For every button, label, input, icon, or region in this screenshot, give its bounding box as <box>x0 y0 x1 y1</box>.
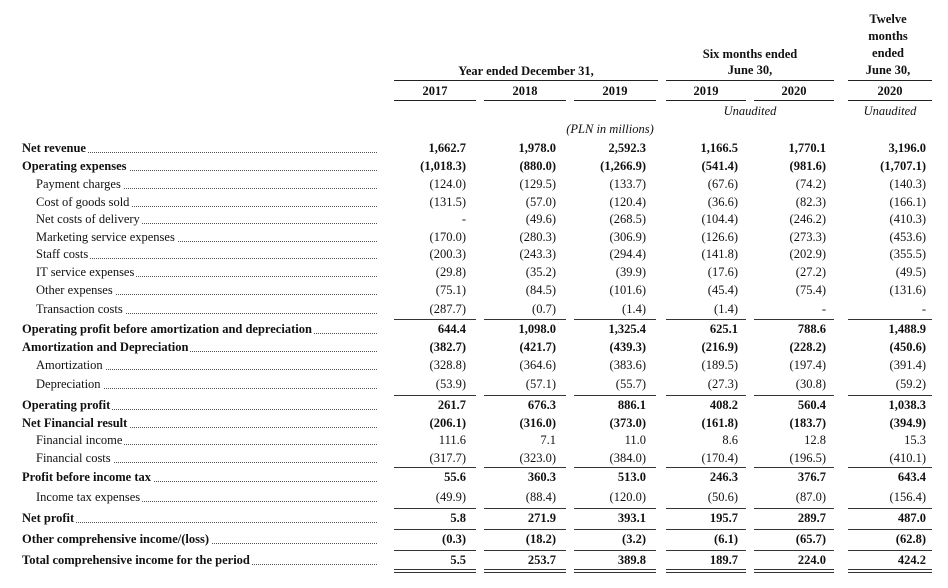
table-cell: (65.7) <box>795 532 826 546</box>
table-row <box>0 245 948 263</box>
row-label <box>36 375 377 393</box>
unaudited-twelve-months: Unaudited <box>863 104 917 118</box>
table-cell: (6.1) <box>714 532 738 546</box>
subtotal-rule <box>666 395 746 396</box>
table-cell: 1,038.3 <box>888 398 926 412</box>
table-cell: 408.2 <box>709 398 738 412</box>
column-header-2019: 2019 <box>602 84 628 98</box>
table-cell: - <box>821 302 826 316</box>
table-cell: 261.7 <box>437 398 466 412</box>
table-cell: (29.8) <box>435 265 466 279</box>
header-twelve-line1: Twelve <box>869 12 907 26</box>
row-label <box>36 449 377 467</box>
subtotal-rule <box>574 395 656 396</box>
table-cell: 625.1 <box>709 322 738 336</box>
table-cell: (383.6) <box>609 358 646 372</box>
row-label <box>22 320 377 338</box>
table-cell: 676.3 <box>527 398 556 412</box>
table-cell: (328.8) <box>429 358 466 372</box>
table-cell: (53.9) <box>435 377 466 391</box>
row-label-text: Cost of goods sold <box>36 195 130 209</box>
row-label-text: Staff costs <box>36 247 89 261</box>
table-row <box>0 281 948 299</box>
table-cell: (541.4) <box>701 159 738 173</box>
row-label-text: Marketing service expenses <box>36 230 175 244</box>
table-row <box>0 210 948 228</box>
table-cell: 12.8 <box>804 433 826 447</box>
row-label-text: Income tax expenses <box>36 490 141 504</box>
table-cell: 55.6 <box>444 470 466 484</box>
subtotal-rule <box>754 529 834 530</box>
row-label-text: Total comprehensive income for the period <box>22 553 250 567</box>
table-row <box>0 157 948 175</box>
table-cell: (243.3) <box>519 247 556 261</box>
subtotal-rule <box>754 467 834 468</box>
table-cell: (82.3) <box>795 195 826 209</box>
table-row <box>0 468 948 486</box>
table-cell: (36.6) <box>707 195 738 209</box>
table-cell: (268.5) <box>609 212 646 226</box>
subtotal-rule <box>848 550 932 551</box>
table-cell: (170.4) <box>701 451 738 465</box>
subtotal-rule <box>848 395 932 396</box>
table-cell: (453.6) <box>889 230 926 244</box>
table-cell: (0.7) <box>532 302 556 316</box>
table-cell: (166.1) <box>889 195 926 209</box>
column-header-2020-ltm: 2020 <box>877 84 903 98</box>
subtotal-rule <box>574 529 656 530</box>
row-label-text: Other comprehensive income/(loss) <box>22 532 210 546</box>
table-cell: 1,770.1 <box>788 141 826 155</box>
table-cell: (131.6) <box>889 283 926 297</box>
row-label <box>22 468 377 486</box>
row-label <box>22 530 377 548</box>
row-label-text: Amortization <box>36 358 103 372</box>
table-cell: (206.1) <box>429 416 466 430</box>
row-label-text: Profit before income tax <box>22 470 152 484</box>
subtotal-rule <box>484 529 566 530</box>
table-row <box>0 509 948 527</box>
subtotal-rule <box>754 319 834 320</box>
table-cell: (30.8) <box>795 377 826 391</box>
table-row <box>0 139 948 157</box>
table-cell: (880.0) <box>519 159 556 173</box>
table-cell: (120.0) <box>609 490 646 504</box>
table-cell: (228.2) <box>789 340 826 354</box>
table-cell: 289.7 <box>797 511 826 525</box>
subtotal-rule <box>484 467 566 468</box>
subtotal-rule <box>754 508 834 509</box>
table-cell: (74.2) <box>795 177 826 191</box>
table-cell: (1.4) <box>714 302 738 316</box>
table-cell: 393.1 <box>617 511 646 525</box>
row-label <box>36 175 377 193</box>
table-cell: 7.1 <box>540 433 556 447</box>
table-cell: (49.6) <box>525 212 556 226</box>
row-label-text: Amortization and Depreciation <box>22 340 189 354</box>
table-cell: (50.6) <box>707 490 738 504</box>
table-row <box>0 193 948 211</box>
table-cell: 15.3 <box>904 433 926 447</box>
row-label <box>36 431 377 449</box>
subtotal-rule <box>574 467 656 468</box>
table-cell: 253.7 <box>527 553 556 567</box>
table-cell: - <box>461 212 466 226</box>
subtotal-rule <box>484 319 566 320</box>
table-cell: (126.6) <box>701 230 738 244</box>
table-cell: (161.8) <box>701 416 738 430</box>
subtotal-rule <box>484 550 566 551</box>
table-cell: (62.8) <box>895 532 926 546</box>
table-row <box>0 551 948 569</box>
row-label <box>22 157 377 175</box>
subtotal-rule <box>574 508 656 509</box>
subtotal-rule <box>574 550 656 551</box>
table-cell: (421.7) <box>519 340 556 354</box>
table-cell: (35.2) <box>525 265 556 279</box>
table-cell: (316.0) <box>519 416 556 430</box>
table-cell: (287.7) <box>429 302 466 316</box>
table-cell: 195.7 <box>709 511 738 525</box>
table-cell: (84.5) <box>525 283 556 297</box>
header-twelve-line4: June 30, <box>865 63 911 77</box>
table-cell: 111.6 <box>438 433 466 447</box>
table-cell: (355.5) <box>889 247 926 261</box>
table-cell: (410.3) <box>889 212 926 226</box>
table-row <box>0 396 948 414</box>
table-cell: 2,592.3 <box>608 141 646 155</box>
table-cell: (39.9) <box>615 265 646 279</box>
table-cell: (75.1) <box>435 283 466 297</box>
subtotal-rule <box>848 529 932 530</box>
table-cell: 1,166.5 <box>700 141 738 155</box>
subtotal-rule <box>394 529 476 530</box>
table-cell: (216.9) <box>701 340 738 354</box>
table-cell: (87.0) <box>795 490 826 504</box>
table-cell: 1,098.0 <box>518 322 556 336</box>
table-cell: 246.3 <box>709 470 738 484</box>
row-label <box>36 228 377 246</box>
table-cell: (450.6) <box>889 340 926 354</box>
table-cell: 376.7 <box>797 470 826 484</box>
header-year-group: Year ended December 31, <box>458 64 594 78</box>
table-cell: 360.3 <box>527 470 556 484</box>
row-label <box>22 338 377 356</box>
table-cell: 389.8 <box>617 553 646 567</box>
subtotal-rule <box>848 467 932 468</box>
total-double-rule <box>484 569 566 573</box>
table-row <box>0 449 948 467</box>
row-label <box>36 300 377 318</box>
row-label <box>36 263 377 281</box>
subtotal-rule <box>848 508 932 509</box>
subtotal-rule <box>394 395 476 396</box>
row-label <box>22 551 377 569</box>
table-cell: (57.1) <box>525 377 556 391</box>
row-label <box>22 509 377 527</box>
table-cell: (3.2) <box>622 532 646 546</box>
table-cell: (124.0) <box>429 177 466 191</box>
row-label-text: Operating profit <box>22 398 111 412</box>
table-cell: (323.0) <box>519 451 556 465</box>
table-cell: (197.4) <box>789 358 826 372</box>
table-cell: (104.4) <box>701 212 738 226</box>
table-cell: (141.8) <box>701 247 738 261</box>
table-row <box>0 414 948 432</box>
table-cell: 1,488.9 <box>888 322 926 336</box>
table-cell: (75.4) <box>795 283 826 297</box>
table-row <box>0 175 948 193</box>
table-row <box>0 228 948 246</box>
subtotal-rule <box>754 395 834 396</box>
table-cell: (294.4) <box>609 247 646 261</box>
table-cell: (273.3) <box>789 230 826 244</box>
table-cell: (49.9) <box>435 490 466 504</box>
table-cell: (133.7) <box>609 177 646 191</box>
table-cell: 788.6 <box>797 322 826 336</box>
table-cell: (120.4) <box>609 195 646 209</box>
table-cell: (0.3) <box>442 532 466 546</box>
table-cell: (129.5) <box>519 177 556 191</box>
row-label-text: IT service expenses <box>36 265 135 279</box>
table-row <box>0 320 948 338</box>
row-label <box>36 245 377 263</box>
subtotal-rule <box>574 319 656 320</box>
subtotal-rule <box>754 550 834 551</box>
table-cell: (88.4) <box>525 490 556 504</box>
row-label-text: Depreciation <box>36 377 101 391</box>
table-cell: (67.6) <box>707 177 738 191</box>
table-cell: (373.0) <box>609 416 646 430</box>
table-cell: (27.2) <box>795 265 826 279</box>
header-six-month-line2: June 30, <box>727 63 773 77</box>
table-cell: (1.4) <box>622 302 646 316</box>
total-double-rule <box>574 569 656 573</box>
table-cell: 886.1 <box>617 398 646 412</box>
subtotal-rule <box>666 529 746 530</box>
table-cell: 3,196.0 <box>888 141 926 155</box>
subtotal-rule <box>394 550 476 551</box>
table-cell: (439.3) <box>609 340 646 354</box>
table-cell: (382.7) <box>429 340 466 354</box>
row-label-text: Net costs of delivery <box>36 212 140 226</box>
table-row <box>0 488 948 506</box>
row-label <box>36 488 377 506</box>
table-row <box>0 375 948 393</box>
table-cell: (394.9) <box>889 416 926 430</box>
column-header-2017: 2017 <box>422 84 448 98</box>
table-cell: (196.5) <box>789 451 826 465</box>
table-cell: 424.2 <box>897 553 926 567</box>
table-cell: (1,018.3) <box>420 159 466 173</box>
table-cell: (200.3) <box>429 247 466 261</box>
subtotal-rule <box>484 508 566 509</box>
row-label-text: Other expenses <box>36 283 113 297</box>
table-cell: (410.1) <box>889 451 926 465</box>
row-label <box>22 396 377 414</box>
table-cell: (306.9) <box>609 230 646 244</box>
subtotal-rule <box>666 550 746 551</box>
table-cell: - <box>921 302 926 316</box>
table-cell: (202.9) <box>789 247 826 261</box>
row-label <box>36 193 377 211</box>
table-cell: (170.0) <box>429 230 466 244</box>
row-label-text: Operating profit before amortization and depreciation <box>22 322 312 336</box>
table-cell: (45.4) <box>707 283 738 297</box>
table-cell: (131.5) <box>429 195 466 209</box>
table-cell: 11.0 <box>624 433 646 447</box>
table-cell: (156.4) <box>889 490 926 504</box>
table-cell: (1,266.9) <box>600 159 646 173</box>
table-cell: (1,707.1) <box>880 159 926 173</box>
table-row <box>0 356 948 374</box>
subtotal-rule <box>848 319 932 320</box>
table-cell: (183.7) <box>789 416 826 430</box>
row-label-text: Operating expenses <box>22 159 127 173</box>
column-header-2018: 2018 <box>512 84 538 98</box>
table-cell: (17.6) <box>707 265 738 279</box>
row-label-text: Net revenue <box>22 141 86 155</box>
table-cell: (49.5) <box>895 265 926 279</box>
table-cell: (18.2) <box>525 532 556 546</box>
row-label-text: Payment charges <box>36 177 121 191</box>
table-row <box>0 530 948 548</box>
total-double-rule <box>666 569 746 573</box>
table-cell: (384.0) <box>609 451 646 465</box>
row-label-text: Financial costs <box>36 451 111 465</box>
subtotal-rule <box>666 467 746 468</box>
header-twelve-line3: ended <box>872 46 904 60</box>
table-cell: (59.2) <box>895 377 926 391</box>
table-cell: (57.0) <box>525 195 556 209</box>
table-row <box>0 431 948 449</box>
table-cell: 487.0 <box>897 511 926 525</box>
table-cell: 224.0 <box>797 553 826 567</box>
total-double-rule <box>848 569 932 573</box>
table-cell: 8.6 <box>722 433 738 447</box>
table-cell: 271.9 <box>527 511 556 525</box>
table-cell: 5.8 <box>450 511 466 525</box>
table-cell: (280.3) <box>519 230 556 244</box>
table-row <box>0 338 948 356</box>
row-label-text: Net profit <box>22 511 75 525</box>
unaudited-six-months: Unaudited <box>723 104 777 118</box>
units-note: (PLN in millions) <box>566 122 654 136</box>
subtotal-rule <box>394 467 476 468</box>
table-cell: 1,662.7 <box>428 141 466 155</box>
table-cell: 560.4 <box>797 398 826 412</box>
table-cell: 644.4 <box>437 322 466 336</box>
row-label <box>36 281 377 299</box>
total-double-rule <box>394 569 476 573</box>
table-cell: 643.4 <box>897 470 926 484</box>
subtotal-rule <box>666 319 746 320</box>
table-cell: 1,978.0 <box>518 141 556 155</box>
table-cell: (27.3) <box>707 377 738 391</box>
table-cell: 189.7 <box>709 553 738 567</box>
column-header-2019-h1: 2019 <box>693 84 719 98</box>
table-cell: (317.7) <box>429 451 466 465</box>
table-cell: (391.4) <box>889 358 926 372</box>
table-cell: 1,325.4 <box>608 322 646 336</box>
row-label <box>22 414 377 432</box>
subtotal-rule <box>394 508 476 509</box>
table-cell: (140.3) <box>889 177 926 191</box>
header-twelve-line2: months <box>868 29 908 43</box>
table-cell: 513.0 <box>617 470 646 484</box>
subtotal-rule <box>484 395 566 396</box>
table-cell: (981.6) <box>789 159 826 173</box>
table-cell: 5.5 <box>450 553 466 567</box>
subtotal-rule <box>394 319 476 320</box>
table-cell: (364.6) <box>519 358 556 372</box>
subtotal-rule <box>666 508 746 509</box>
table-cell: (101.6) <box>609 283 646 297</box>
row-label <box>22 139 377 157</box>
table-row <box>0 300 948 318</box>
total-double-rule <box>754 569 834 573</box>
row-label-text: Financial income <box>36 433 123 447</box>
table-cell: (189.5) <box>701 358 738 372</box>
row-label <box>36 210 377 228</box>
table-cell: (55.7) <box>615 377 646 391</box>
row-label <box>36 356 377 374</box>
row-label-text: Net Financial result <box>22 416 128 430</box>
table-row <box>0 263 948 281</box>
header-six-month-line1: Six months ended <box>702 47 798 61</box>
column-header-2020-h1: 2020 <box>781 84 807 98</box>
table-cell: (246.2) <box>789 212 826 226</box>
row-label-text: Transaction costs <box>36 302 123 316</box>
